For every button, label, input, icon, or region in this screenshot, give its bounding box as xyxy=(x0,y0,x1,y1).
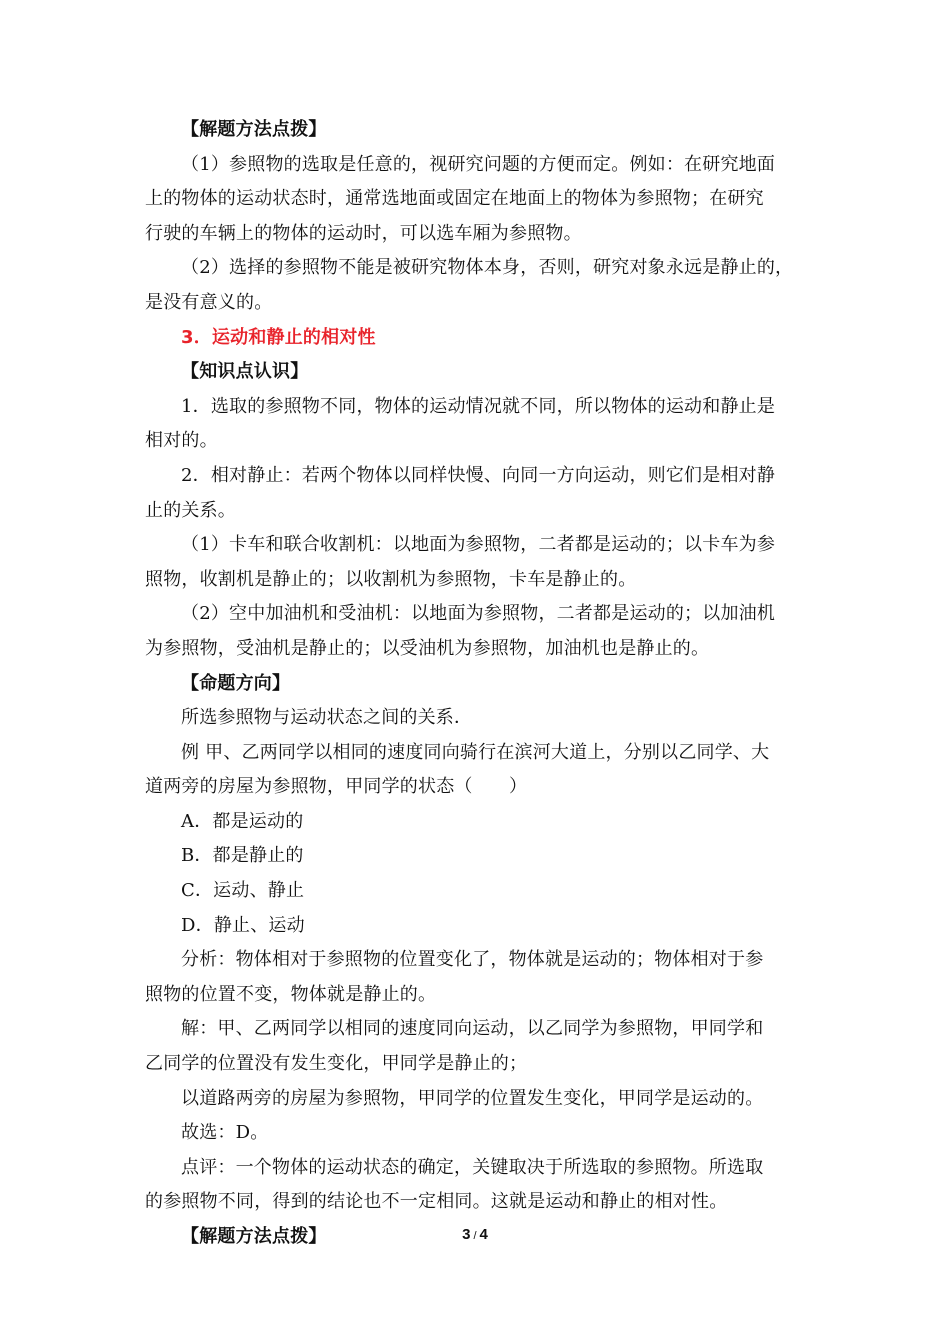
text-line: 乙同学的位置没有发生变化，甲同学是静止的； xyxy=(145,1053,528,1075)
text-line: A．都是运动的 xyxy=(181,810,304,832)
text-line: （1）卡车和联合收割机：以地面为参照物，二者都是运动的；以卡车为参 xyxy=(181,534,776,556)
text-line: 为参照物，受油机是静止的；以受油机为参照物，加油机也是静止的。 xyxy=(145,637,710,659)
page-current: 3 xyxy=(462,1226,471,1243)
text-line: B．都是静止的 xyxy=(181,845,304,867)
subsection-heading: 【命题方向】 xyxy=(181,672,291,694)
subsection-heading: 【解题方法点拨】 xyxy=(181,1226,327,1247)
text-line: （2）选择的参照物不能是被研究物体本身，否则，研究对象永远是静止的， xyxy=(181,257,794,279)
text-line: C．运动、静止 xyxy=(181,880,305,902)
text-line: 相对的。 xyxy=(145,430,218,452)
section-heading: 3．运动和静止的相对性 xyxy=(181,326,376,348)
text-line: 照物，收割机是静止的；以收割机为参照物，卡车是静止的。 xyxy=(145,568,637,590)
text-line: 照物的位置不变，物体就是静止的。 xyxy=(145,983,437,1005)
text-line: 2．相对静止：若两个物体以同样快慢、向同一方向运动，则它们是相对静 xyxy=(181,464,776,486)
page-number xyxy=(0,1226,950,1243)
text-line: 所选参照物与运动状态之间的关系． xyxy=(181,707,473,729)
page-total: 4 xyxy=(479,1226,488,1243)
text-line: （2）空中加油机和受油机：以地面为参照物，二者都是运动的；以加油机 xyxy=(181,603,776,625)
text-line: 解：甲、乙两同学以相同的速度同向运动，以乙同学为参照物，甲同学和 xyxy=(181,1018,764,1040)
text-line: 以道路两旁的房屋为参照物，甲同学的位置发生变化，甲同学是运动的。 xyxy=(181,1087,764,1109)
text-line: 分析：物体相对于参照物的位置变化了，物体就是运动的；物体相对于参 xyxy=(181,949,764,971)
text-line: 道两旁的房屋为参照物，甲同学的状态（ ） xyxy=(145,776,528,798)
page-separator: / xyxy=(473,1230,477,1242)
document-body xyxy=(145,118,810,1260)
text-line: 上的物体的运动状态时，通常选地面或固定在地面上的物体为参照物；在研究 xyxy=(145,188,764,210)
text-line: 点评：一个物体的运动状态的确定，关键取决于所选取的参照物。所选取 xyxy=(181,1156,764,1178)
text-line: 故选：D。 xyxy=(181,1122,269,1144)
text-line: 是没有意义的。 xyxy=(145,291,273,313)
text-line: 1．选取的参照物不同，物体的运动情况就不同，所以物体的运动和静止是 xyxy=(181,395,776,417)
text-line: 止的关系。 xyxy=(145,499,236,521)
text-line: （1）参照物的选取是任意的，视研究问题的方便而定。例如：在研究地面 xyxy=(181,153,776,175)
text-line: 例 甲、乙两同学以相同的速度同向骑行在滨河大道上，分别以乙同学、大 xyxy=(181,741,770,763)
subsection-heading: 【解题方法点拨】 xyxy=(181,119,327,140)
text-line: D．静止、运动 xyxy=(181,914,305,936)
subsection-heading: 【知识点认识】 xyxy=(181,361,309,383)
text-line: 行驶的车辆上的物体的运动时，可以选车厢为参照物。 xyxy=(145,222,582,244)
text-line: 的参照物不同，得到的结论也不一定相同。这就是运动和静止的相对性。 xyxy=(145,1191,728,1213)
